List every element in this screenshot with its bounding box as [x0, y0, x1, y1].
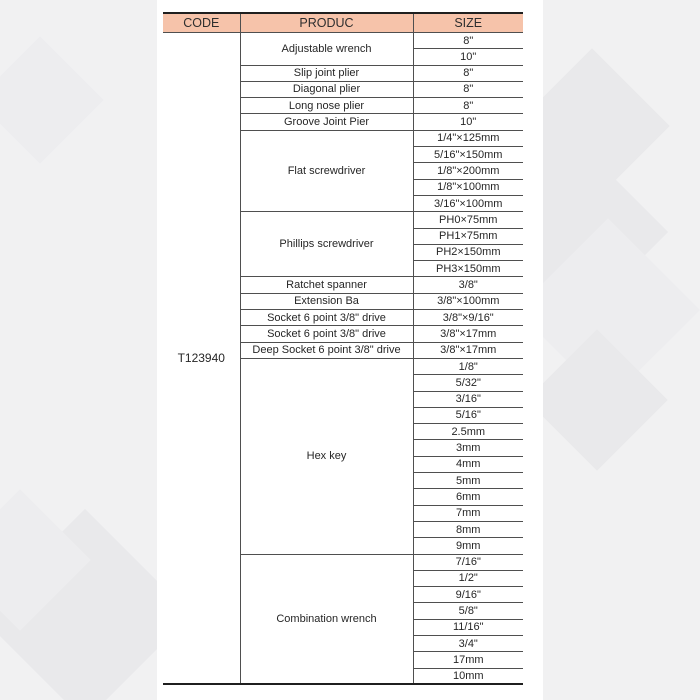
- size-cell: 1/8"×200mm: [413, 163, 523, 179]
- size-cell: 8": [413, 98, 523, 114]
- header-row: [163, 13, 523, 33]
- size-cell: 7/16": [413, 554, 523, 570]
- product-name-cell: Deep Socket 6 point 3/8" drive: [240, 342, 413, 358]
- size-cell: PH0×75mm: [413, 212, 523, 228]
- size-cell: 1/8"×100mm: [413, 179, 523, 195]
- product-name-cell: Phillips screwdriver: [240, 212, 413, 277]
- size-cell: 3/16"×100mm: [413, 195, 523, 211]
- product-name-cell: Adjustable wrench: [240, 33, 413, 66]
- size-cell: 8": [413, 81, 523, 97]
- code-cell: T123940: [163, 33, 240, 685]
- size-cell: 5/16": [413, 407, 523, 423]
- size-cell: 10": [413, 49, 523, 65]
- size-cell: PH3×150mm: [413, 261, 523, 277]
- size-cell: 3/8"×100mm: [413, 293, 523, 309]
- size-cell: 8": [413, 33, 523, 49]
- size-cell: 8mm: [413, 521, 523, 537]
- size-cell: PH2×150mm: [413, 244, 523, 260]
- product-name-cell: Slip joint plier: [240, 65, 413, 81]
- size-cell: 1/8": [413, 358, 523, 374]
- size-cell: 4mm: [413, 456, 523, 472]
- size-cell: 8": [413, 65, 523, 81]
- product-name-cell: Diagonal plier: [240, 81, 413, 97]
- size-cell: 9/16": [413, 587, 523, 603]
- product-name-cell: Groove Joint Pier: [240, 114, 413, 130]
- product-name-cell: Combination wrench: [240, 554, 413, 684]
- spec-table-wrapper: [163, 12, 523, 685]
- table-row: [163, 33, 523, 49]
- size-column-header: SIZE: [413, 13, 523, 33]
- size-cell: 3/4": [413, 635, 523, 651]
- size-cell: PH1×75mm: [413, 228, 523, 244]
- size-cell: 3/16": [413, 391, 523, 407]
- product-name-cell: Extension Ba: [240, 293, 413, 309]
- product-name-cell: Long nose plier: [240, 98, 413, 114]
- size-cell: 5/32": [413, 375, 523, 391]
- table-body: [163, 33, 523, 685]
- size-cell: 9mm: [413, 538, 523, 554]
- size-cell: 5/8": [413, 603, 523, 619]
- size-cell: 11/16": [413, 619, 523, 635]
- size-cell: 3/8"×9/16": [413, 310, 523, 326]
- product-name-cell: Socket 6 point 3/8" drive: [240, 310, 413, 326]
- size-cell: 3/8"×17mm: [413, 326, 523, 342]
- size-cell: 6mm: [413, 489, 523, 505]
- size-cell: 5mm: [413, 473, 523, 489]
- size-cell: 1/2": [413, 570, 523, 586]
- product-spec-table: [163, 12, 523, 685]
- product-name-cell: Hex key: [240, 358, 413, 554]
- product-name-cell: Ratchet spanner: [240, 277, 413, 293]
- product-name-cell: Socket 6 point 3/8" drive: [240, 326, 413, 342]
- code-column-header: CODE: [163, 13, 240, 33]
- size-cell: 2.5mm: [413, 424, 523, 440]
- size-cell: 10mm: [413, 668, 523, 684]
- size-cell: 17mm: [413, 652, 523, 668]
- product-column-header: PRODUC: [240, 13, 413, 33]
- size-cell: 3mm: [413, 440, 523, 456]
- size-cell: 3/8": [413, 277, 523, 293]
- size-cell: 10": [413, 114, 523, 130]
- size-cell: 5/16"×150mm: [413, 147, 523, 163]
- size-cell: 1/4"×125mm: [413, 130, 523, 146]
- product-name-cell: Flat screwdriver: [240, 130, 413, 211]
- size-cell: 3/8"×17mm: [413, 342, 523, 358]
- watermark-diamond: [0, 36, 104, 163]
- size-cell: 7mm: [413, 505, 523, 521]
